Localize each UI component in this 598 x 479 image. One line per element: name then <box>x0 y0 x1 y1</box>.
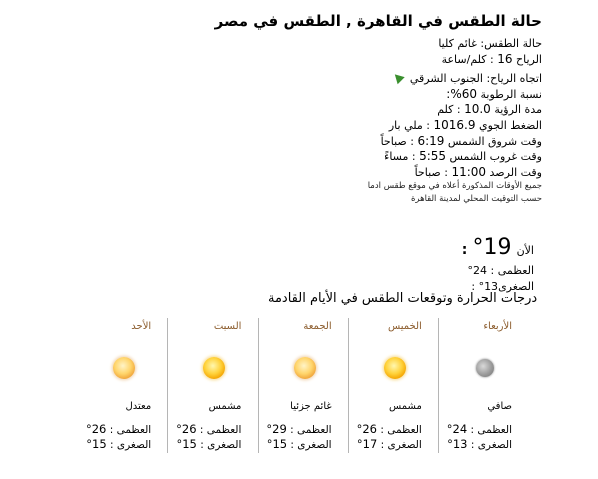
sun-icon <box>384 357 406 379</box>
humidity-row <box>242 87 542 103</box>
condition-row <box>242 36 542 52</box>
visibility-value: 10.0 <box>464 102 491 117</box>
humidity-value: 60%: <box>446 86 478 101</box>
time-note-line1: جميع الأوقات المذكورة أعلاه في موقع طقس ادما <box>367 181 542 192</box>
sun-cloud-icon <box>113 357 135 379</box>
forecast-day-name: السبت <box>213 321 242 332</box>
forecast-min-row <box>357 437 422 451</box>
forecast-condition: مشمس <box>389 401 422 412</box>
forecast-max-row <box>86 422 151 436</box>
forecast-min-row <box>447 437 512 451</box>
sunrise-suffix: : صباحاً <box>380 134 414 148</box>
forecast-min-label: الصغرى : <box>110 439 152 451</box>
forecast-max-row <box>176 422 241 436</box>
forecast-max-value: 26° <box>85 422 107 436</box>
forecast-day-column <box>167 318 257 453</box>
forecast-grid <box>77 318 528 453</box>
forecast-day-column <box>438 318 528 453</box>
observation-value: 11:00 <box>451 164 487 179</box>
observation-label: وقت الرصد <box>489 165 542 179</box>
forecast-min-row <box>176 437 241 451</box>
forecast-day-column <box>77 318 167 453</box>
forecast-min-value: 17° <box>356 437 378 451</box>
forecast-max-row <box>357 422 422 436</box>
forecast-max-value: 24° <box>446 422 468 436</box>
current-min-suffix: : <box>471 279 476 293</box>
wind-direction-row <box>242 71 542 87</box>
forecast-max-label: العظمى : <box>290 424 332 436</box>
wind-speed-value: 16 <box>497 51 513 66</box>
pressure-value: 1016.9 <box>433 117 476 132</box>
visibility-unit: : كلم <box>437 103 461 117</box>
visibility-label: مدة الرؤية <box>494 103 542 117</box>
wind-direction-label: اتجاه الرياح: <box>486 72 542 86</box>
pressure-label: الضغط الجوي <box>479 118 542 132</box>
wind-direction-arrow-icon <box>392 72 403 83</box>
wind-speed-unit: : كلم/ساعة <box>441 52 494 66</box>
forecast-max-row <box>447 422 512 436</box>
condition-label: حالة الطقس: <box>480 37 542 50</box>
forecast-min-label: الصغرى : <box>290 439 332 451</box>
forecast-min-label: الصغرى : <box>380 439 422 451</box>
forecast-min-label: الصغرى : <box>470 439 512 451</box>
forecast-min-value: 15° <box>86 437 107 451</box>
forecast-min-value: 15° <box>266 437 288 451</box>
forecast-max-label: العظمى : <box>109 424 152 436</box>
forecast-max-row <box>266 422 331 436</box>
current-temp: 19° <box>472 235 512 260</box>
now-label: الأن <box>516 244 534 257</box>
observation-row <box>242 165 542 181</box>
forecast-max-label: العظمى : <box>470 424 512 436</box>
visibility-row <box>242 102 542 118</box>
time-note-line2: حسب التوقيت المحلي لمدينة القاهرة <box>410 194 542 205</box>
forecast-day-name: الأربعاء <box>483 321 512 332</box>
sunset-value: 5:55 <box>419 149 447 164</box>
forecast-max-label: العظمى : <box>199 424 242 436</box>
forecast-day-name: الخميس <box>387 321 422 332</box>
current-max-value: 24° <box>467 264 488 277</box>
sunset-suffix: : مساءً <box>384 150 416 164</box>
forecast-condition: صافي <box>487 401 512 412</box>
current-max-row <box>462 263 534 279</box>
sunset-label: وقت غروب الشمس <box>449 150 542 164</box>
condition-value: غائم كليا <box>438 37 477 50</box>
current-min-label: الصغرى <box>498 279 534 293</box>
forecast-title: درجات الحرارة وتوقعات الطقس في الأيام القادمة <box>268 291 538 306</box>
observation-suffix: : صباحاً <box>414 165 448 179</box>
now-colon: : <box>461 242 468 258</box>
sunrise-label: وقت شروق الشمس <box>447 134 542 148</box>
current-weather <box>462 236 534 294</box>
humidity-label: نسبة الرطوبة <box>480 87 542 101</box>
moon-icon <box>474 357 496 379</box>
sun-cloud-icon <box>294 357 316 379</box>
wind-speed-row <box>242 52 542 68</box>
current-temp-row <box>462 236 534 263</box>
weather-details <box>242 36 542 206</box>
forecast-condition: مشمس <box>208 401 242 412</box>
sun-icon <box>203 357 225 379</box>
forecast-day-column <box>348 318 438 453</box>
forecast-max-value: 29° <box>266 422 287 436</box>
forecast-min-row <box>86 437 151 451</box>
forecast-max-value: 26° <box>176 422 197 436</box>
forecast-min-value: 15° <box>176 437 197 451</box>
forecast-day-name: الأحد <box>131 321 152 332</box>
current-max-label: العظمى : <box>490 264 534 277</box>
pressure-unit: : ملي بار <box>388 118 430 132</box>
wind-direction-value: الجنوب الشرقي <box>409 72 483 86</box>
sunset-row <box>242 149 542 165</box>
forecast-min-label: الصغرى : <box>200 439 242 451</box>
forecast-condition: معتدل <box>125 401 152 412</box>
current-min-value: 13° <box>478 279 499 293</box>
sunrise-value: 6:19 <box>417 133 445 148</box>
forecast-min-row <box>267 437 332 451</box>
forecast-min-value: 13° <box>447 437 468 451</box>
page-title: حالة الطقس في القاهرة , الطقس في مصر <box>214 12 542 30</box>
forecast-day-column <box>258 318 348 453</box>
sunrise-row <box>242 134 542 150</box>
forecast-max-value: 26° <box>356 422 377 436</box>
wind-speed-label: الرياح <box>516 52 542 66</box>
forecast-max-label: العظمى : <box>380 424 422 436</box>
pressure-row <box>242 118 542 134</box>
forecast-day-name: الجمعة <box>303 321 332 332</box>
forecast-condition: غائم جزئيا <box>290 401 332 412</box>
